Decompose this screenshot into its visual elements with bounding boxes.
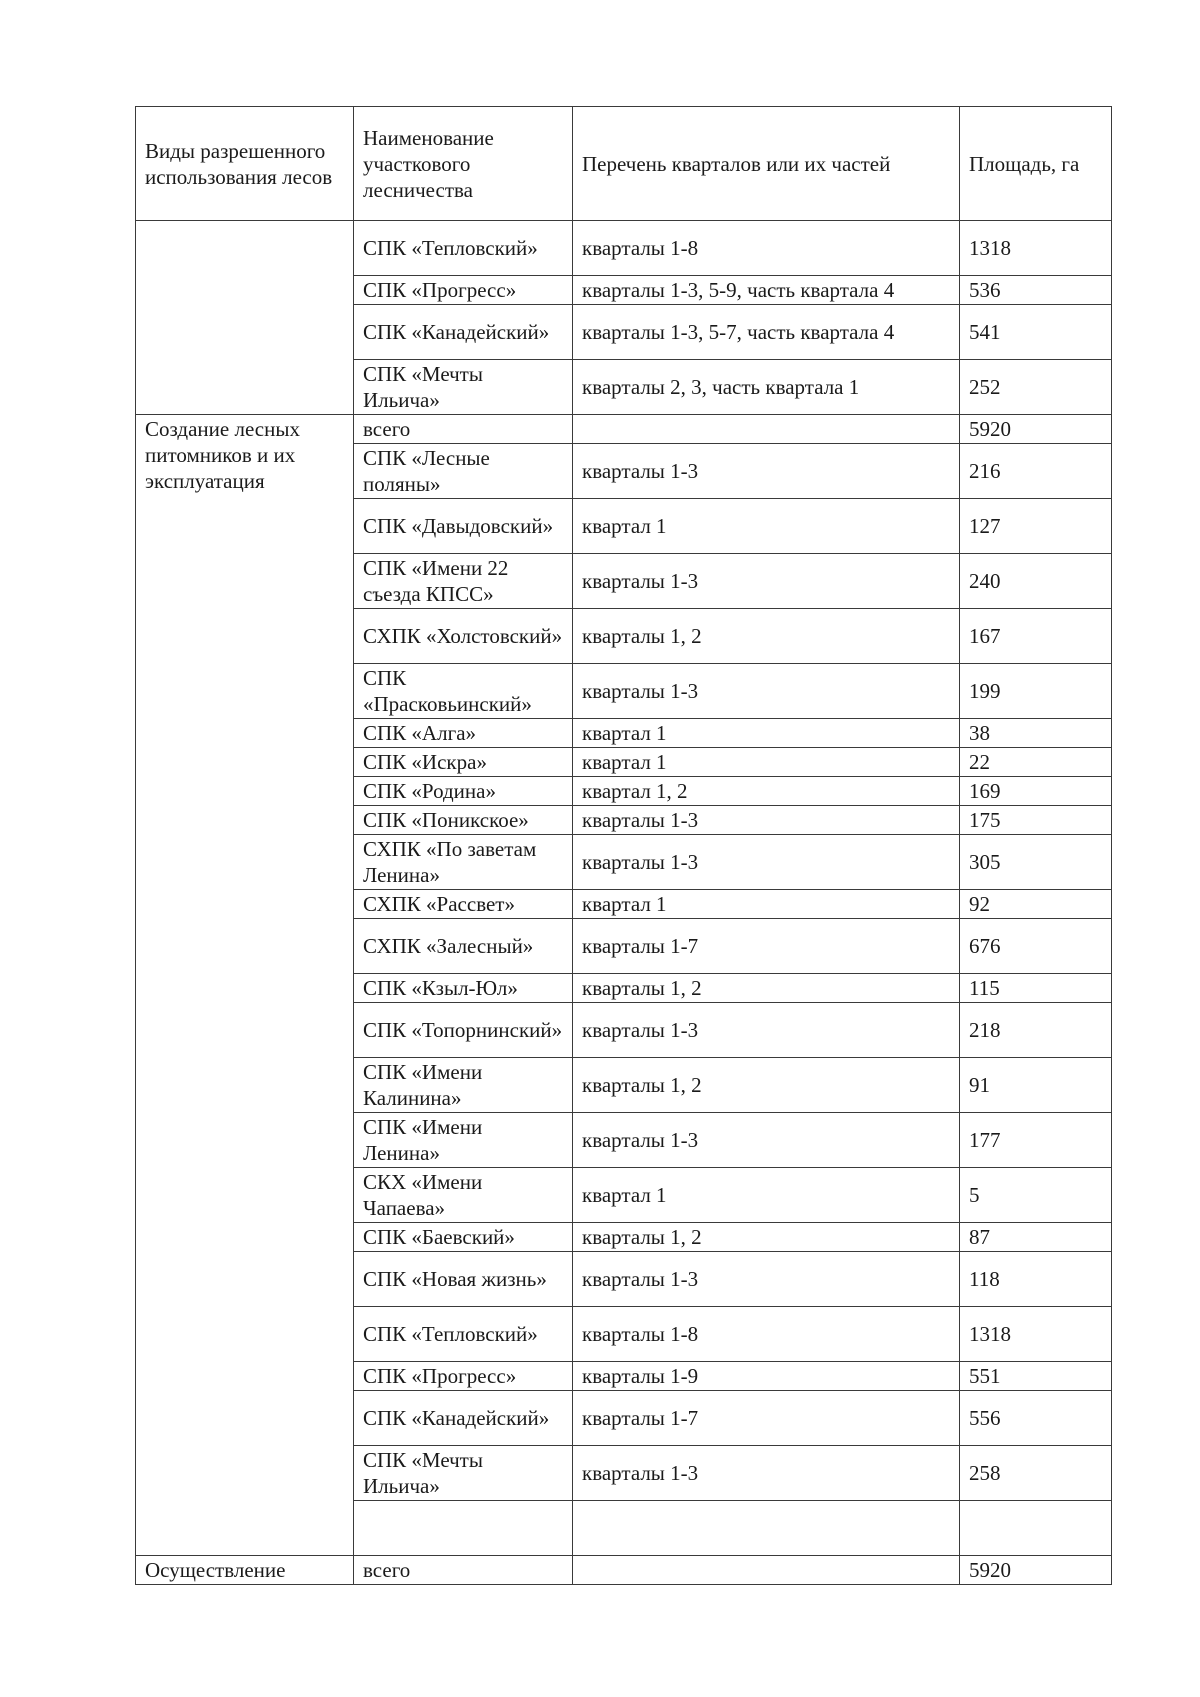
use-type-cell: Создание лесных питомников и их эксплуатация xyxy=(136,415,354,1556)
quarters-cell: квартал 1, 2 xyxy=(573,777,960,806)
area-cell: 252 xyxy=(960,360,1112,415)
forestry-name-cell: СПК «Имени 22 съезда КПСС» xyxy=(354,554,573,609)
header-area: Площадь, га xyxy=(960,107,1112,221)
table-header-row xyxy=(136,107,1112,221)
forestry-name-cell: СХПК «Холстовский» xyxy=(354,609,573,664)
area-cell: 536 xyxy=(960,276,1112,305)
forestry-name-cell xyxy=(354,1501,573,1556)
forestry-name-cell: всего xyxy=(354,1556,573,1585)
forestry-name-cell: СПК «Канадейский» xyxy=(354,1391,573,1446)
forestry-name-cell: СПК «Новая жизнь» xyxy=(354,1252,573,1307)
area-cell: 551 xyxy=(960,1362,1112,1391)
forestry-name-cell: СПК «Алга» xyxy=(354,719,573,748)
forestry-name-cell: СПК «Имени Калинина» xyxy=(354,1058,573,1113)
area-cell: 127 xyxy=(960,499,1112,554)
area-cell: 92 xyxy=(960,890,1112,919)
area-cell: 199 xyxy=(960,664,1112,719)
area-cell: 676 xyxy=(960,919,1112,974)
quarters-cell: квартал 1 xyxy=(573,499,960,554)
quarters-cell: квартал 1 xyxy=(573,890,960,919)
quarters-cell xyxy=(573,415,960,444)
area-cell: 5920 xyxy=(960,1556,1112,1585)
forestry-name-cell: СПК «Родина» xyxy=(354,777,573,806)
quarters-cell: кварталы 1-3 xyxy=(573,1252,960,1307)
area-cell: 175 xyxy=(960,806,1112,835)
quarters-cell xyxy=(573,1556,960,1585)
area-cell: 218 xyxy=(960,1003,1112,1058)
area-cell: 169 xyxy=(960,777,1112,806)
area-cell: 305 xyxy=(960,835,1112,890)
forestry-name-cell: СПК «Канадейский» xyxy=(354,305,573,360)
forestry-name-cell: СКХ «Имени Чапаева» xyxy=(354,1168,573,1223)
forestry-name-cell: СПК «Поникское» xyxy=(354,806,573,835)
forestry-name-cell: СПК «Искра» xyxy=(354,748,573,777)
quarters-cell: кварталы 1-3, 5-7, часть квартала 4 xyxy=(573,305,960,360)
quarters-cell: кварталы 1-8 xyxy=(573,1307,960,1362)
quarters-cell: кварталы 1-3 xyxy=(573,444,960,499)
forestry-name-cell: СПК «Прогресс» xyxy=(354,1362,573,1391)
forestry-name-cell: СПК «Лесные поляны» xyxy=(354,444,573,499)
quarters-cell: кварталы 1, 2 xyxy=(573,974,960,1003)
quarters-cell: кварталы 1-7 xyxy=(573,919,960,974)
table-row xyxy=(136,415,1112,444)
quarters-cell: кварталы 1-3 xyxy=(573,1113,960,1168)
quarters-cell: кварталы 1-3 xyxy=(573,1003,960,1058)
forestry-name-cell: СПК «Кзыл-Юл» xyxy=(354,974,573,1003)
quarters-cell: кварталы 1-7 xyxy=(573,1391,960,1446)
quarters-cell: кварталы 1-3 xyxy=(573,835,960,890)
forestry-name-cell: СПК «Топорнинский» xyxy=(354,1003,573,1058)
area-cell: 22 xyxy=(960,748,1112,777)
area-cell: 115 xyxy=(960,974,1112,1003)
area-cell: 87 xyxy=(960,1223,1112,1252)
area-cell: 5 xyxy=(960,1168,1112,1223)
quarters-cell: кварталы 1, 2 xyxy=(573,609,960,664)
area-cell: 91 xyxy=(960,1058,1112,1113)
area-cell: 1318 xyxy=(960,221,1112,276)
forestry-name-cell: СПК «Баевский» xyxy=(354,1223,573,1252)
table-row xyxy=(136,221,1112,276)
area-cell: 1318 xyxy=(960,1307,1112,1362)
area-cell: 38 xyxy=(960,719,1112,748)
quarters-cell: кварталы 1, 2 xyxy=(573,1223,960,1252)
area-cell: 541 xyxy=(960,305,1112,360)
use-type-cell xyxy=(136,221,354,415)
forest-use-table xyxy=(135,106,1112,1585)
quarters-cell: кварталы 1-3, 5-9, часть квартала 4 xyxy=(573,276,960,305)
quarters-cell: кварталы 1-9 xyxy=(573,1362,960,1391)
area-cell xyxy=(960,1501,1112,1556)
quarters-cell: кварталы 1-3 xyxy=(573,554,960,609)
table-row xyxy=(136,1556,1112,1585)
forestry-name-cell: всего xyxy=(354,415,573,444)
quarters-cell: кварталы 1-3 xyxy=(573,1446,960,1501)
quarters-cell: кварталы 1-3 xyxy=(573,806,960,835)
header-use-type: Виды разрешенного использования лесов xyxy=(136,107,354,221)
forestry-name-cell: СХПК «По заветам Ленина» xyxy=(354,835,573,890)
quarters-cell: квартал 1 xyxy=(573,748,960,777)
forestry-name-cell: СПК «Прогресс» xyxy=(354,276,573,305)
forestry-name-cell: СПК «Имени Ленина» xyxy=(354,1113,573,1168)
quarters-cell: квартал 1 xyxy=(573,719,960,748)
forestry-name-cell: СПК «Мечты Ильича» xyxy=(354,360,573,415)
forestry-name-cell: СХПК «Рассвет» xyxy=(354,890,573,919)
use-type-cell: Осуществление xyxy=(136,1556,354,1585)
area-cell: 177 xyxy=(960,1113,1112,1168)
quarters-cell: кварталы 1-3 xyxy=(573,664,960,719)
forestry-name-cell: СПК «Мечты Ильича» xyxy=(354,1446,573,1501)
area-cell: 118 xyxy=(960,1252,1112,1307)
area-cell: 167 xyxy=(960,609,1112,664)
quarters-cell: кварталы 1, 2 xyxy=(573,1058,960,1113)
forestry-name-cell: СПК «Прасковьинский» xyxy=(354,664,573,719)
forestry-name-cell: СХПК «Залесный» xyxy=(354,919,573,974)
area-cell: 216 xyxy=(960,444,1112,499)
area-cell: 556 xyxy=(960,1391,1112,1446)
forestry-name-cell: СПК «Тепловский» xyxy=(354,1307,573,1362)
header-forestry-name: Наименование участкового лесничества xyxy=(354,107,573,221)
quarters-cell xyxy=(573,1501,960,1556)
area-cell: 240 xyxy=(960,554,1112,609)
quarters-cell: кварталы 1-8 xyxy=(573,221,960,276)
quarters-cell: квартал 1 xyxy=(573,1168,960,1223)
quarters-cell: кварталы 2, 3, часть квартала 1 xyxy=(573,360,960,415)
header-quarters-list: Перечень кварталов или их частей xyxy=(573,107,960,221)
forestry-name-cell: СПК «Тепловский» xyxy=(354,221,573,276)
area-cell: 5920 xyxy=(960,415,1112,444)
area-cell: 258 xyxy=(960,1446,1112,1501)
forestry-name-cell: СПК «Давыдовский» xyxy=(354,499,573,554)
